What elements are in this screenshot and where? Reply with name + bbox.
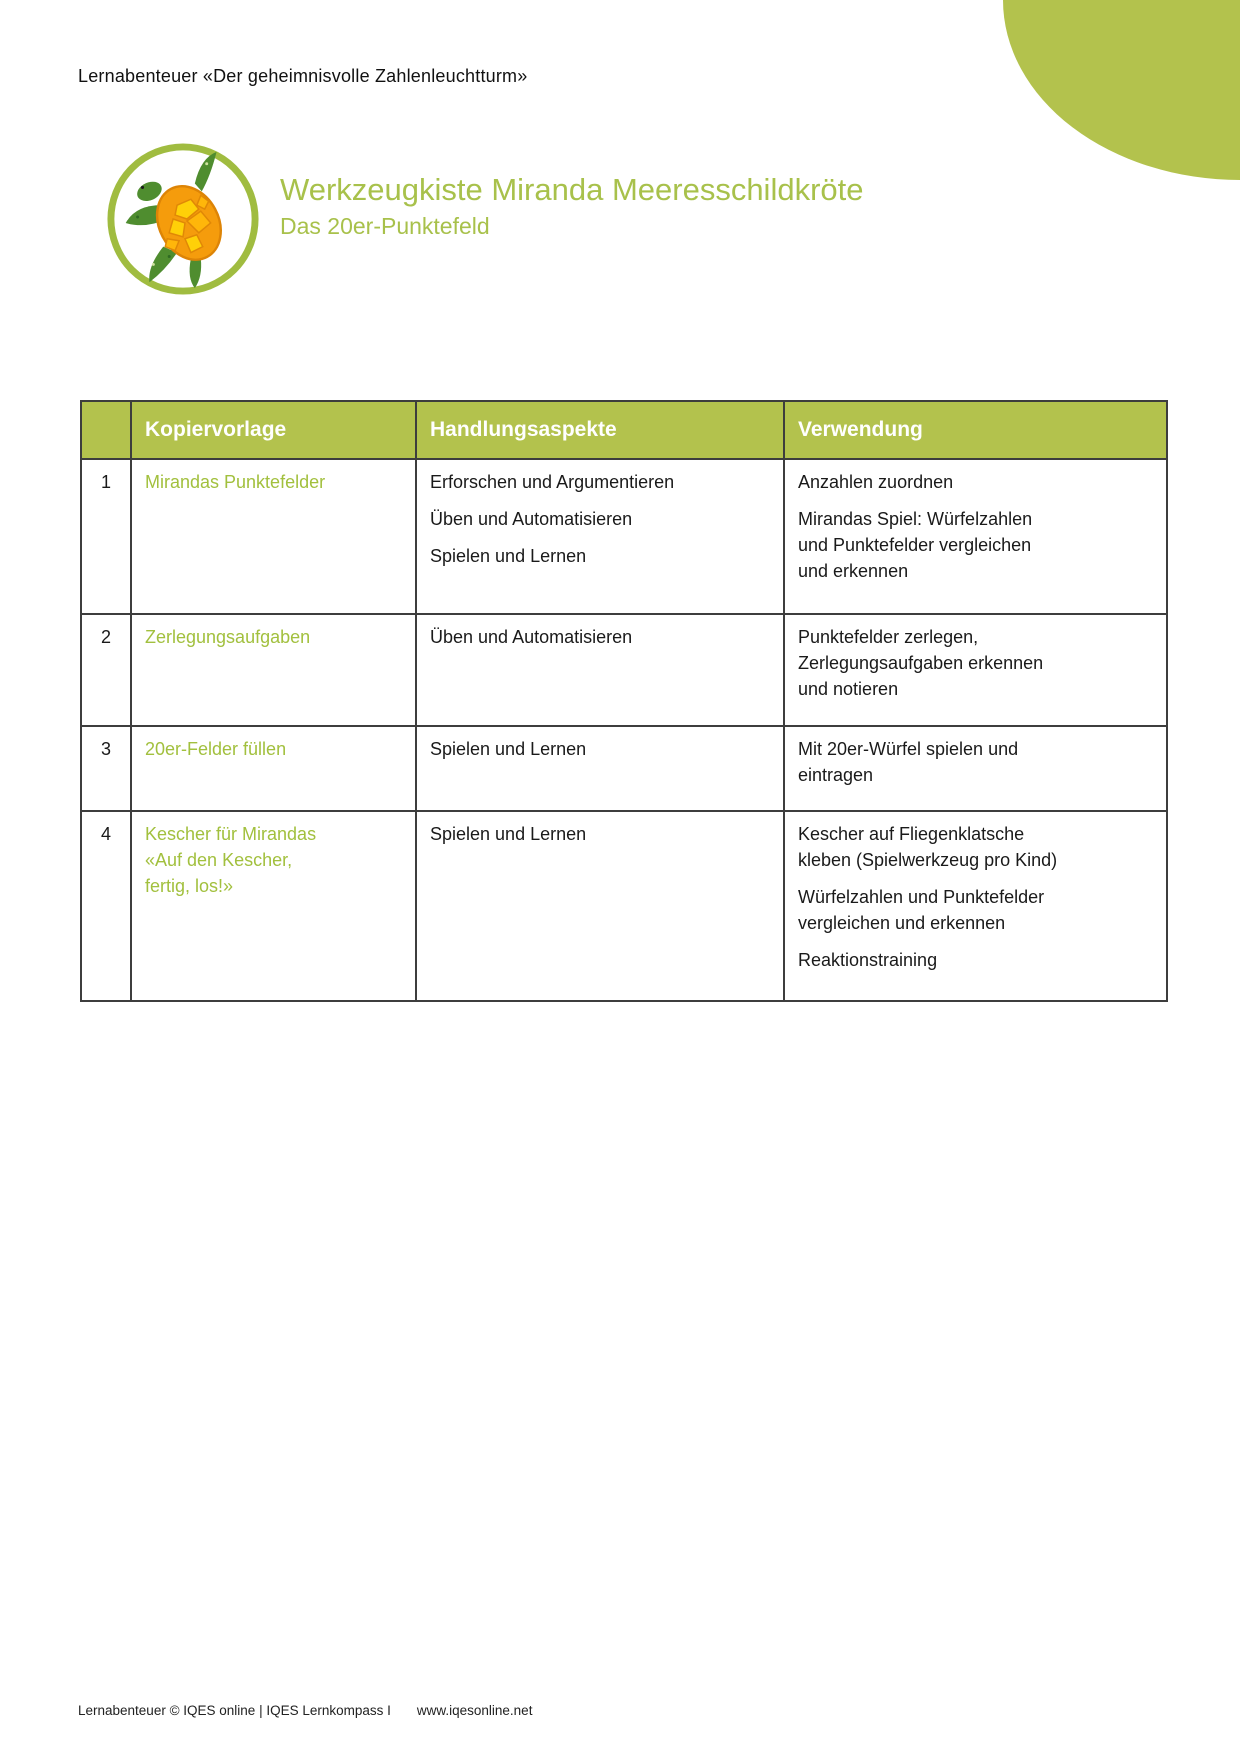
kopiervorlage-link[interactable]: Zerlegungsaufgaben (145, 627, 311, 647)
cell-handlungsaspekte (416, 459, 784, 614)
cell-paragraph: Reaktionstraining (798, 950, 938, 970)
cell-handlungsaspekte (416, 726, 784, 811)
title-block (280, 172, 864, 240)
footer-website-link[interactable]: www.iqesonline.net (416, 1703, 533, 1718)
row-number: 2 (81, 614, 131, 726)
materials-table (80, 400, 1168, 1002)
cell-verwendung (784, 726, 1167, 811)
cell-kopiervorlage (131, 726, 416, 811)
kopiervorlage-link[interactable]: Kescher für Mirandas «Auf den Kescher, fertig, los!» (145, 824, 317, 896)
cell-paragraph: Anzahlen zuordnen (798, 472, 954, 492)
cell-kopiervorlage (131, 811, 416, 1001)
header-kopiervorlage: Kopiervorlage (131, 401, 416, 459)
table-row (81, 811, 1167, 1001)
cell-handlungsaspekte (416, 811, 784, 1001)
cell-paragraph: Erforschen und Argumentieren (430, 472, 675, 492)
page-title: Werkzeugkiste Miranda Meeresschildkröte (280, 172, 864, 207)
row-number: 4 (81, 811, 131, 1001)
cell-kopiervorlage (131, 614, 416, 726)
cell-paragraph: Punktefelder zerlegen, Zerlegungsaufgaben erkennen und notieren (798, 627, 1044, 699)
cell-verwendung (784, 811, 1167, 1001)
header-number (81, 401, 131, 459)
cell-kopiervorlage (131, 459, 416, 614)
header-verwendung: Verwendung (784, 401, 1167, 459)
row-number: 1 (81, 459, 131, 614)
row-number: 3 (81, 726, 131, 811)
kopiervorlage-link[interactable]: Mirandas Punktefelder (145, 472, 326, 492)
table-header-row (81, 401, 1167, 459)
cell-verwendung (784, 614, 1167, 726)
kopiervorlage-link[interactable]: 20er-Felder füllen (145, 739, 287, 759)
page-subtitle: Das 20er-Punktefeld (280, 213, 490, 239)
cell-verwendung (784, 459, 1167, 614)
table-row (81, 614, 1167, 726)
turtle-logo (104, 140, 262, 298)
table-row (81, 459, 1167, 614)
cell-handlungsaspekte (416, 614, 784, 726)
cell-paragraph: Spielen und Lernen (430, 546, 587, 566)
header-handlungsaspekte: Handlungsaspekte (416, 401, 784, 459)
cell-paragraph: Kescher auf Fliegenklatsche kleben (Spielwerkzeug pro Kind) (798, 824, 1058, 870)
cell-paragraph: Würfelzahlen und Punktefelder vergleichen und erkennen (798, 887, 1045, 933)
cell-paragraph: Spielen und Lernen (430, 739, 587, 759)
page-footer (78, 1703, 532, 1718)
cell-paragraph: Üben und Automatisieren (430, 627, 633, 647)
cell-paragraph: Mirandas Spiel: Würfelzahlen und Punktefelder vergleichen und erkennen (798, 509, 1033, 581)
cell-paragraph: Spielen und Lernen (430, 824, 587, 844)
table-body (81, 459, 1167, 1001)
corner-decoration (1003, 0, 1240, 180)
cell-paragraph: Mit 20er-Würfel spielen und eintragen (798, 739, 1019, 785)
footer-text: Lernabenteuer © IQES online | IQES Lernkompass I (78, 1703, 391, 1718)
turtle-icon (104, 140, 262, 298)
cell-paragraph: Üben und Automatisieren (430, 509, 633, 529)
running-header: Lernabenteuer «Der geheimnisvolle Zahlenleuchtturm» (78, 66, 528, 86)
table-row (81, 726, 1167, 811)
